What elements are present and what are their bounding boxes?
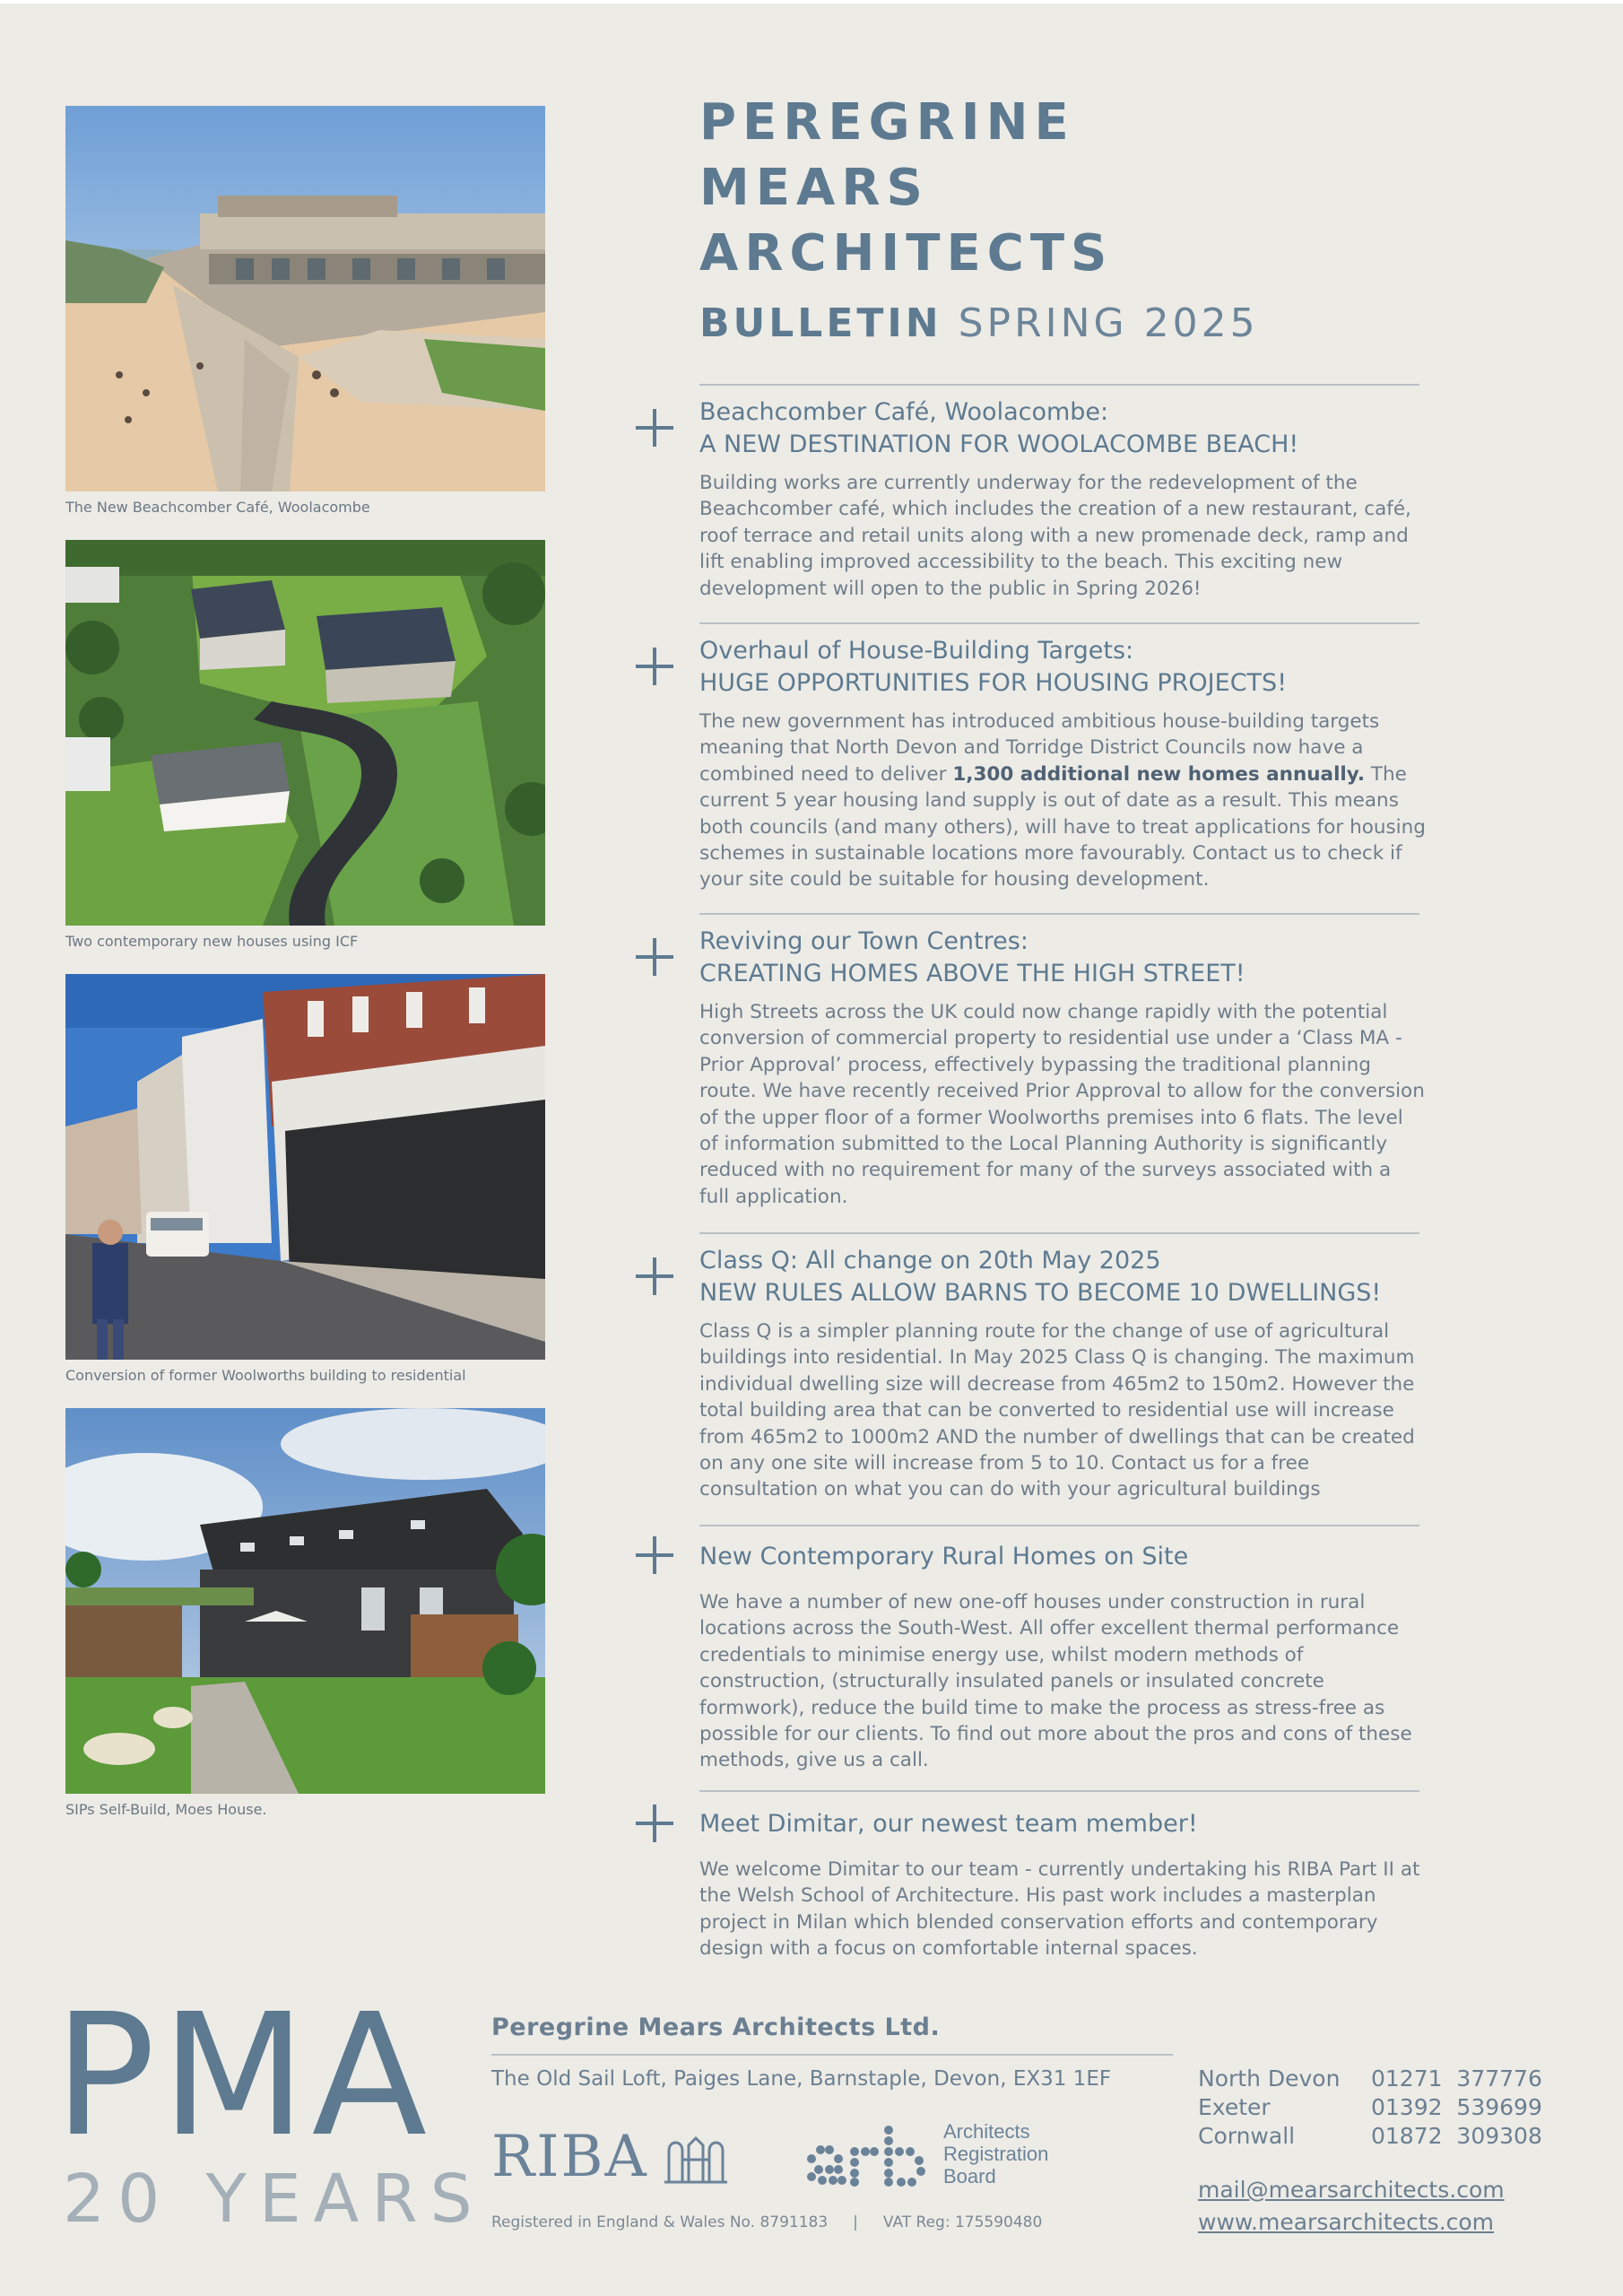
company-registration: Registered in England & Wales No. 8791183 bbox=[491, 2213, 829, 2231]
article-body: Building works are currently underway for the redevelopment of the Beachcomber café, which includes the creation of a new restaurant, café, roof terrace and retail units along with a new promenade deck, ramp and lift enabling improved accessibility to the beach. This exciting new development will open to the public in Spring 2026! bbox=[699, 472, 1411, 600]
registration-line bbox=[491, 2213, 1042, 2231]
company-address: The Old Sail Loft, Paiges Lane, Barnstaple, Devon, EX31 1EF bbox=[491, 2067, 1112, 2091]
sips-self-build-photo bbox=[65, 1408, 545, 1794]
caption-icf-houses: Two contemporary new houses using ICF bbox=[65, 933, 359, 950]
article-body: High Streets across the UK could now change rapidly with the potential conversion of commercial property to residential use under a ‘Class MA - Prior Approval’ process, effectively bypassing the traditional planning route. We have recently received Prior Approval to allow for the conversion of the upper floor of a former Woolworths premises into 6 flats. The level of information submitted to the Local Planning Authority is significantly reduced with no requirement for many of the surveys associated with a full application. bbox=[699, 1001, 1425, 1208]
article-beachcomber bbox=[699, 396, 1426, 602]
title-line-2: MEARS bbox=[699, 159, 929, 217]
article-body: We welcome Dimitar to our team - currently undertaking his RIBA Part II at the Welsh School of Architecture. His past work includes a masterplan project in Milan which blended conservation efforts and contemporary design with a focus on comfortable internal spaces. bbox=[699, 1858, 1420, 1961]
company-name: Peregrine Mears Architects Ltd. bbox=[491, 2013, 941, 2041]
plus-icon bbox=[636, 1536, 673, 1574]
plus-icon bbox=[636, 409, 673, 447]
arb-logo-icon bbox=[803, 2123, 933, 2187]
title-line-1: PEREGRINE bbox=[699, 93, 1075, 152]
office-phone: 01271 377776 bbox=[1371, 2066, 1542, 2092]
article-subheading: CREATING HOMES ABOVE THE HIGH STREET! bbox=[699, 960, 1245, 987]
article-heading: Beachcomber Café, Woolacombe: bbox=[699, 398, 1109, 426]
office-name: Cornwall bbox=[1198, 2123, 1296, 2149]
company-title bbox=[699, 90, 1113, 286]
office-phone: 01872 309308 bbox=[1371, 2123, 1542, 2149]
divider bbox=[699, 913, 1419, 915]
plus-icon bbox=[636, 938, 673, 976]
divider bbox=[699, 384, 1419, 386]
article-heading: Class Q: All change on 20th May 2025 bbox=[699, 1247, 1161, 1274]
icf-houses-aerial-photo bbox=[65, 540, 545, 926]
riba-logo: RIBA bbox=[491, 2124, 648, 2190]
title-line-3: ARCHITECTS bbox=[699, 224, 1114, 283]
separator: | bbox=[853, 2213, 858, 2231]
article-town-centres bbox=[699, 926, 1426, 1210]
office-name: North Devon bbox=[1198, 2066, 1341, 2092]
plus-icon bbox=[636, 1805, 673, 1842]
article-body-text: The new government has introduced ambitious house-building targets meaning that North Devon and Torridge District Councils now have a combined need to deliver bbox=[699, 710, 1380, 786]
top-border bbox=[0, 0, 1623, 4]
divider bbox=[699, 622, 1419, 624]
arb-line: Registration bbox=[943, 2143, 1049, 2165]
article-heading: New Contemporary Rural Homes on Site bbox=[699, 1543, 1189, 1570]
arb-line: Architects bbox=[943, 2120, 1030, 2143]
pma-20-years: 20 YEARS bbox=[63, 2161, 485, 2238]
article-body: Class Q is a simpler planning route for the change of use of agricultural buildings into residential. In May 2025 Class Q is changing. The maximum individual dwelling size will decrease from 465m2 to 150m2. However the total building area that can be converted to residential use will increase from 465m2 to 1000m2 AND the number of dwellings that can be created on any one site will increase from 5 to 10. Contact us for a free consultation on what you can do with your agricultural buildings bbox=[699, 1320, 1415, 1501]
office-phone-list bbox=[1198, 2065, 1542, 2151]
article-subheading: HUGE OPPORTUNITIES FOR HOUSING PROJECTS! bbox=[699, 669, 1288, 697]
riba-crest-icon bbox=[660, 2133, 732, 2187]
divider bbox=[699, 1232, 1419, 1234]
article-housing-targets bbox=[699, 635, 1426, 893]
arb-name bbox=[943, 2120, 1048, 2187]
article-heading: Meet Dimitar, our newest team member! bbox=[699, 1810, 1198, 1838]
article-heading: Reviving our Town Centres: bbox=[699, 927, 1028, 955]
article-class-q bbox=[699, 1245, 1426, 1503]
contact-links bbox=[1198, 2174, 1505, 2239]
divider bbox=[699, 1790, 1419, 1792]
article-body bbox=[699, 709, 1426, 893]
office-row bbox=[1198, 2093, 1542, 2122]
office-phone: 01392 539699 bbox=[1371, 2094, 1542, 2120]
caption-sips: SIPs Self-Build, Moes House. bbox=[65, 1801, 267, 1818]
bulletin-word: BULLETIN bbox=[699, 300, 942, 346]
article-heading: Overhaul of House-Building Targets: bbox=[699, 637, 1134, 665]
beachcomber-cafe-photo bbox=[65, 106, 545, 491]
article-team-member bbox=[699, 1808, 1426, 1962]
caption-beachcomber: The New Beachcomber Café, Woolacombe bbox=[65, 499, 370, 516]
article-body-highlight: 1,300 additional new homes annually. bbox=[952, 762, 1366, 786]
arb-line: Board bbox=[943, 2165, 996, 2187]
office-row bbox=[1198, 2065, 1542, 2093]
article-rural-homes bbox=[699, 1541, 1426, 1774]
footer-divider bbox=[491, 2054, 1173, 2056]
woolworths-street-photo bbox=[65, 974, 545, 1360]
article-subheading: NEW RULES ALLOW BARNS TO BECOME 10 DWELLINGS! bbox=[699, 1279, 1382, 1307]
bulletin-season: SPRING 2025 bbox=[958, 300, 1259, 346]
article-body: We have a number of new one-off houses under construction in rural locations across the South-West. All offer excellent thermal performance credentials to minimise energy use, whilst modern methods of construction, (structurally insulated panels or insulated concrete formwork), reduce the build time to make the process as stress-free as possible for our clients. To find out more about the pros and cons of these methods, give us a call. bbox=[699, 1591, 1412, 1772]
office-name: Exeter bbox=[1198, 2094, 1271, 2120]
divider bbox=[699, 1525, 1419, 1526]
plus-icon bbox=[636, 1257, 673, 1295]
article-body-text: The current 5 year housing land supply is out of date as a result. This means both councils (and many others), will have to treat applications for housing schemes in sustainable locations more favourably. Contact us to check if your site could be suitable for housing development. bbox=[699, 762, 1426, 891]
plus-icon bbox=[636, 648, 673, 685]
article-subheading: A NEW DESTINATION FOR WOOLACOMBE BEACH! bbox=[699, 430, 1299, 458]
caption-woolworths: Conversion of former Woolworths building to residential bbox=[65, 1367, 466, 1384]
bulletin-heading bbox=[699, 300, 1259, 346]
office-row bbox=[1198, 2122, 1542, 2151]
pma-logo: PMA bbox=[54, 1978, 433, 2174]
email-link[interactable]: mail@mearsarchitects.com bbox=[1198, 2177, 1505, 2203]
website-link[interactable]: www.mearsarchitects.com bbox=[1198, 2209, 1495, 2235]
vat-registration: VAT Reg: 175590480 bbox=[882, 2213, 1043, 2231]
